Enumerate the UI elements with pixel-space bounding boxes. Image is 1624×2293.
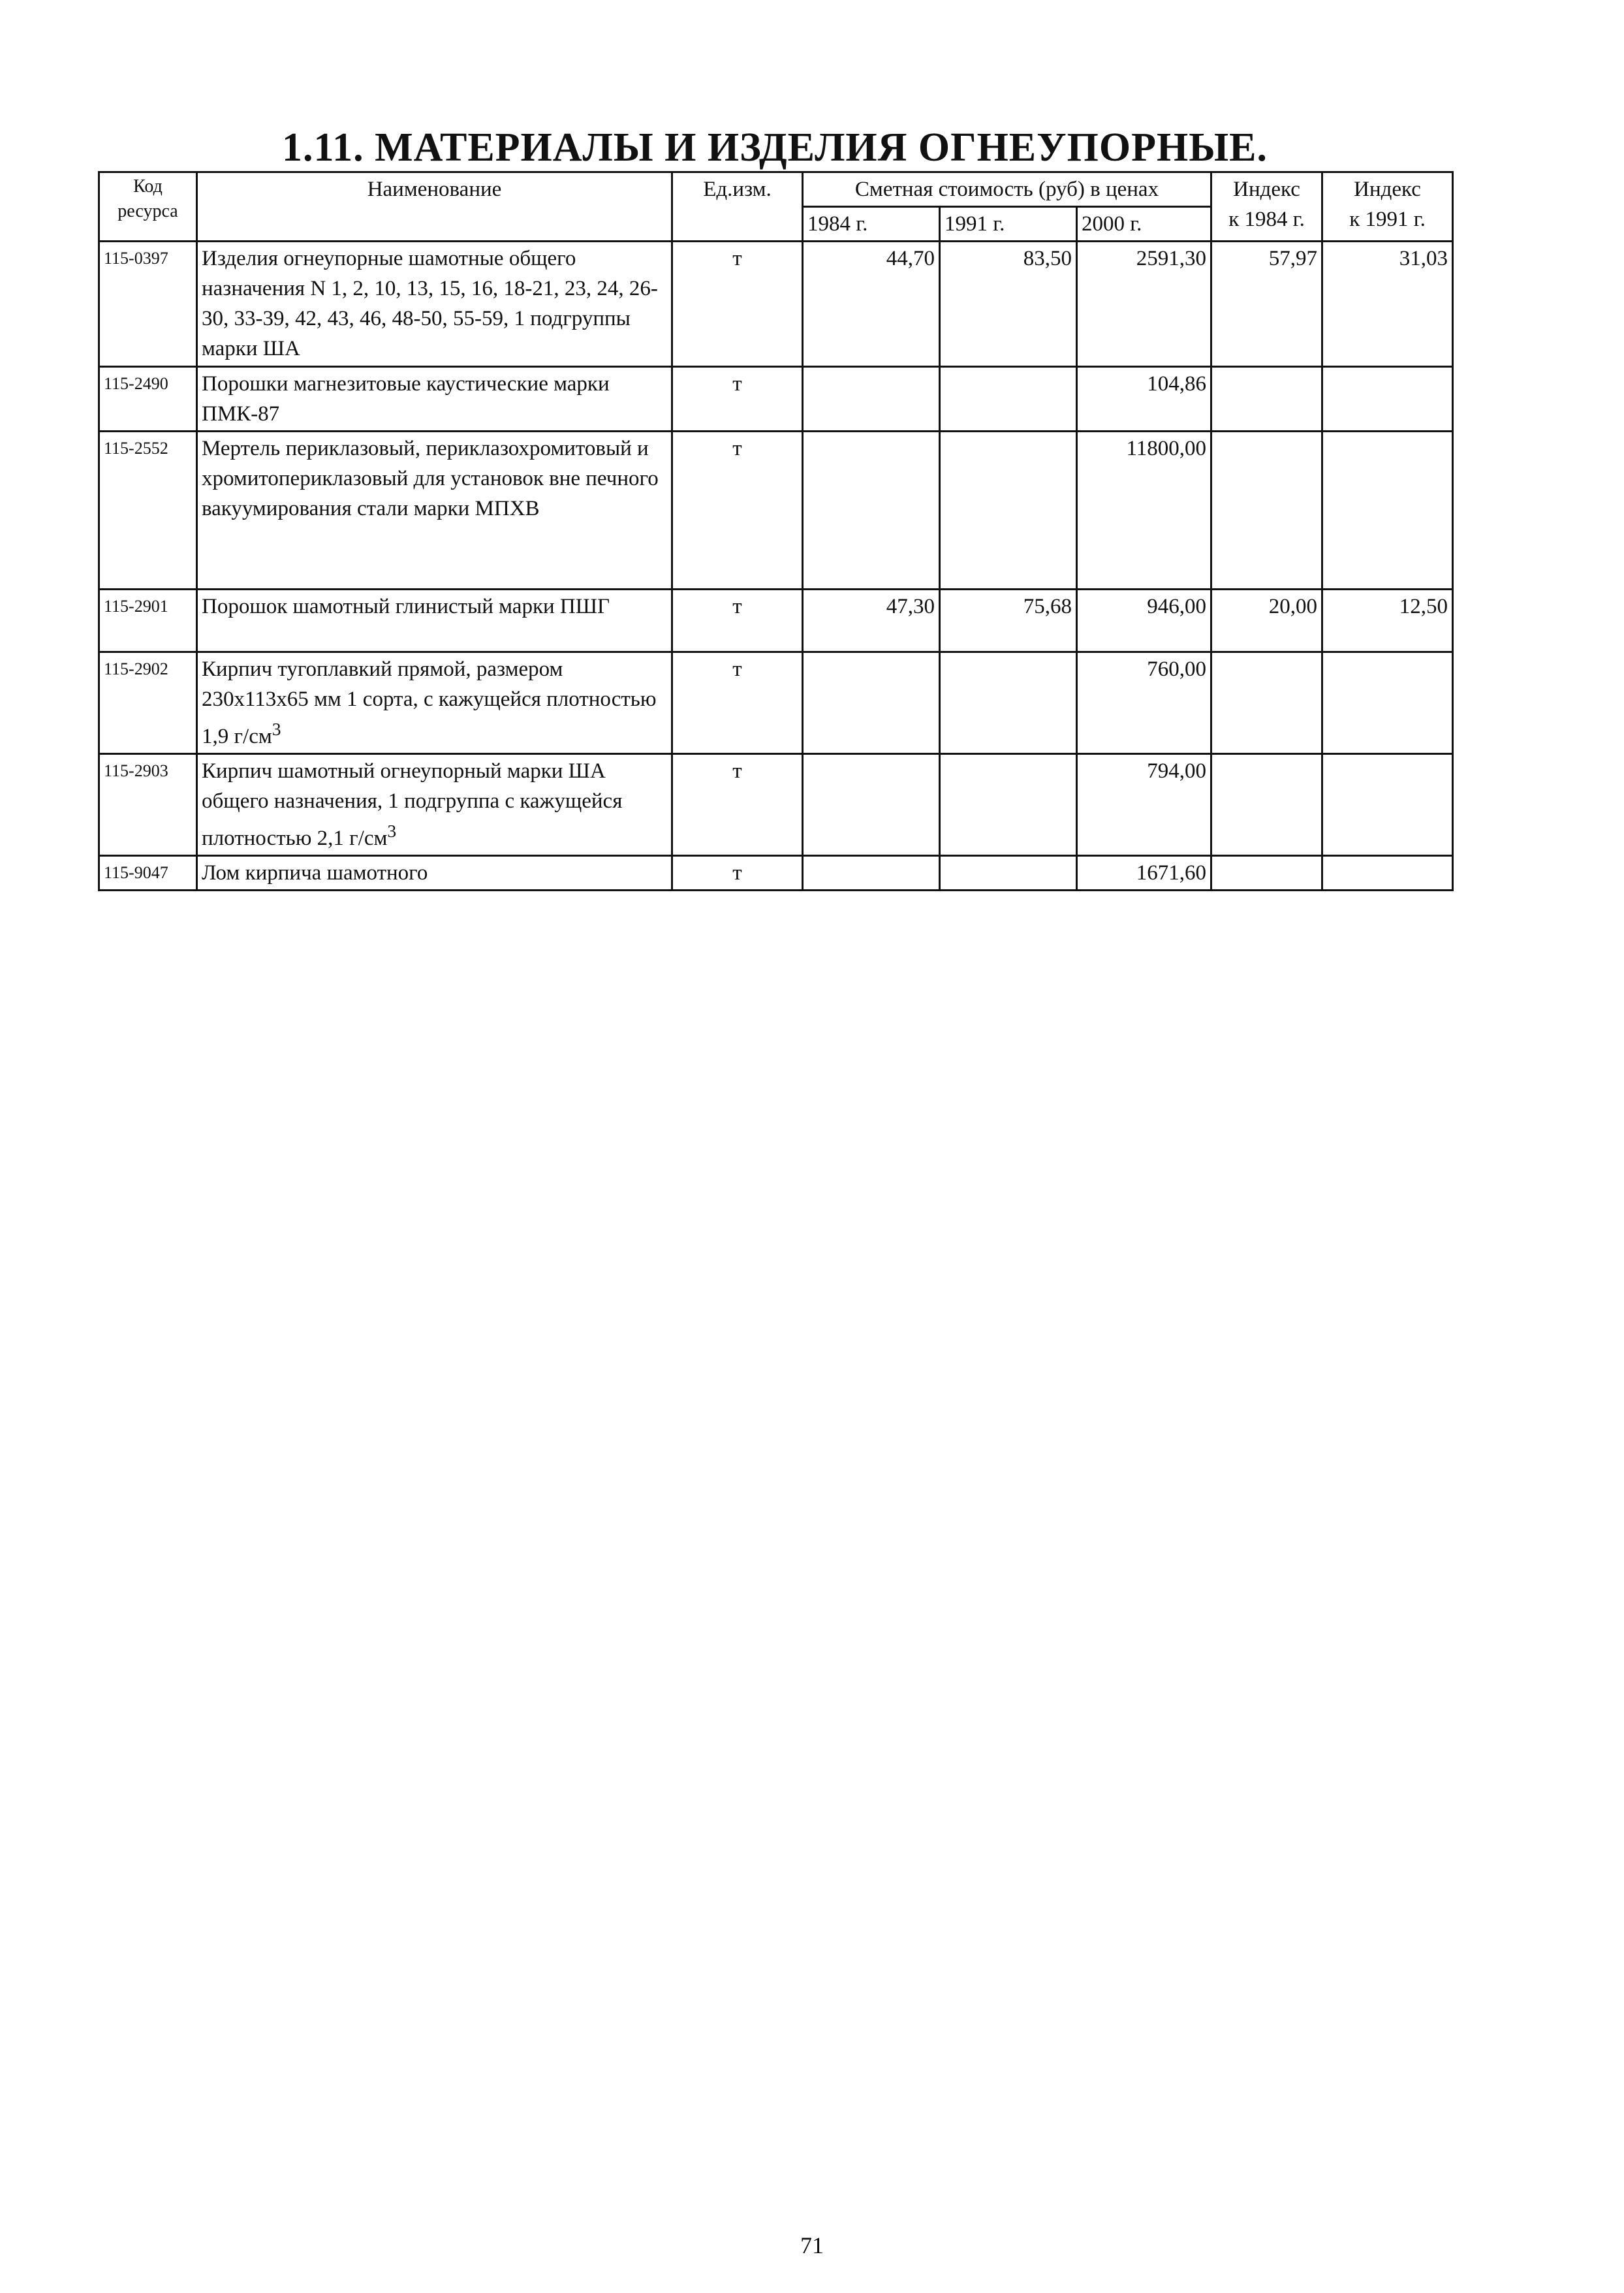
cell-price-1984 <box>803 652 940 754</box>
header-code-line1: Код <box>133 176 163 197</box>
cell-unit: т <box>672 754 803 856</box>
cell-unit: т <box>672 432 803 590</box>
cell-unit: т <box>672 652 803 754</box>
table-row <box>99 590 1453 652</box>
cell-price-1991 <box>940 432 1077 590</box>
cell-index-1984 <box>1211 432 1322 590</box>
cell-code: 115-2901 <box>99 590 197 652</box>
cell-unit: т <box>672 367 803 432</box>
cell-price-1984 <box>803 367 940 432</box>
cell-price-2000: 760,00 <box>1077 652 1211 754</box>
table-row <box>99 367 1453 432</box>
header-index-1991-line2: к 1991 г. <box>1349 208 1426 231</box>
cell-index-1991 <box>1322 652 1453 754</box>
cell-name <box>197 754 672 856</box>
cell-code: 115-0397 <box>99 242 197 367</box>
page-number: 71 <box>800 2232 824 2258</box>
cell-index-1984: 57,97 <box>1211 242 1322 367</box>
header-year-2000: 2000 г. <box>1077 207 1211 242</box>
cell-unit: т <box>672 590 803 652</box>
header-index-1984 <box>1211 172 1322 242</box>
cell-name-superscript: 3 <box>387 821 397 841</box>
cell-name-text: Кирпич шамотный огнеупорный марки ША общего назначения, 1 подгруппа с кажущейся плотностью 2,1 г/см <box>202 759 623 850</box>
cell-code: 115-9047 <box>99 856 197 891</box>
header-index-1991-line1: Индекс <box>1354 178 1421 201</box>
cell-code: 115-2552 <box>99 432 197 590</box>
cell-price-1984: 44,70 <box>803 242 940 367</box>
header-index-1991 <box>1322 172 1453 242</box>
cell-price-1984 <box>803 432 940 590</box>
cell-name: Порошки магнезитовые каустические марки ПМК-87 <box>197 367 672 432</box>
cell-price-1991 <box>940 367 1077 432</box>
header-cost-group: Сметная стоимость (руб) в ценах <box>803 172 1211 207</box>
cell-index-1991 <box>1322 432 1453 590</box>
cell-index-1991: 12,50 <box>1322 590 1453 652</box>
cell-index-1984 <box>1211 367 1322 432</box>
cell-index-1991: 31,03 <box>1322 242 1453 367</box>
cell-index-1991 <box>1322 856 1453 891</box>
header-year-1991: 1991 г. <box>940 207 1077 242</box>
table-row <box>99 652 1453 754</box>
cell-index-1984 <box>1211 754 1322 856</box>
table-row <box>99 754 1453 856</box>
cell-price-2000: 2591,30 <box>1077 242 1211 367</box>
header-name: Наименование <box>197 172 672 242</box>
table-row <box>99 432 1453 590</box>
header-code-line2: ресурса <box>117 201 178 221</box>
cell-name: Изделия огнеупорные шамотные общего назначения N 1, 2, 10, 13, 15, 16, 18-21, 23, 24, 26-30, 33-39, 42, 43, 46, 48-50, 55-59, 1 подгруппы марки ША <box>197 242 672 367</box>
cell-price-1991 <box>940 754 1077 856</box>
cell-price-2000: 794,00 <box>1077 754 1211 856</box>
header-unit: Ед.изм. <box>672 172 803 242</box>
header-year-1984: 1984 г. <box>803 207 940 242</box>
cell-price-1991 <box>940 856 1077 891</box>
cell-price-1984 <box>803 754 940 856</box>
cell-unit: т <box>672 856 803 891</box>
cell-price-2000: 946,00 <box>1077 590 1211 652</box>
table-row <box>99 242 1453 367</box>
cell-name-text: Кирпич тугоплавкий прямой, размером 230x113x65 мм 1 сорта, с кажущейся плотностью 1,9 г/см <box>202 657 657 748</box>
header-index-1984-line2: к 1984 г. <box>1228 208 1305 231</box>
cell-name: Лом кирпича шамотного <box>197 856 672 891</box>
cell-unit: т <box>672 242 803 367</box>
page-title: 1.11. МАТЕРИАЛЫ И ИЗДЕЛИЯ ОГНЕУПОРНЫЕ. <box>282 125 1268 170</box>
header-index-1984-line1: Индекс <box>1233 178 1300 201</box>
cell-code: 115-2902 <box>99 652 197 754</box>
cell-name <box>197 652 672 754</box>
table-row <box>99 856 1453 891</box>
cell-name: Мертель периклазовый, периклазохромитовый и хромитопериклазовый для установок вне печного вакуумирования стали марки МПХВ <box>197 432 672 590</box>
cell-price-1984: 47,30 <box>803 590 940 652</box>
cell-price-1991: 75,68 <box>940 590 1077 652</box>
cell-price-1984 <box>803 856 940 891</box>
cell-price-2000: 11800,00 <box>1077 432 1211 590</box>
cell-index-1984 <box>1211 652 1322 754</box>
cell-price-1991: 83,50 <box>940 242 1077 367</box>
cell-code: 115-2490 <box>99 367 197 432</box>
cell-code: 115-2903 <box>99 754 197 856</box>
cell-price-2000: 104,86 <box>1077 367 1211 432</box>
cell-index-1984: 20,00 <box>1211 590 1322 652</box>
cell-price-2000: 1671,60 <box>1077 856 1211 891</box>
cell-index-1991 <box>1322 754 1453 856</box>
cell-name-superscript: 3 <box>272 719 281 739</box>
cell-name: Порошок шамотный глинистый марки ПШГ <box>197 590 672 652</box>
resources-table <box>98 171 1454 891</box>
cell-index-1991 <box>1322 367 1453 432</box>
cell-index-1984 <box>1211 856 1322 891</box>
header-code <box>99 172 197 242</box>
cell-price-1991 <box>940 652 1077 754</box>
